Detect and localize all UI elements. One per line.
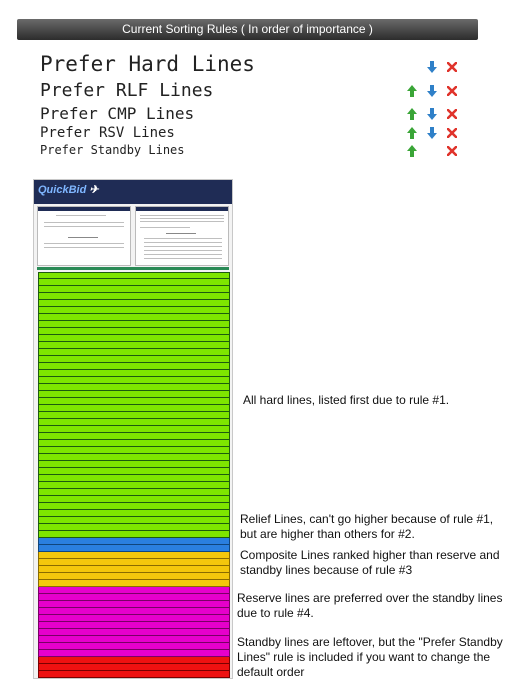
hard-line-row[interactable] [38, 468, 230, 475]
hard-line-row[interactable] [38, 433, 230, 440]
rule-hard-lines: Prefer Hard Lines [40, 52, 255, 76]
rsv-line-row[interactable] [38, 629, 230, 636]
rsv-line-row[interactable] [38, 643, 230, 650]
hard-line-row[interactable] [38, 482, 230, 489]
quickbid-logo: QuickBid ✈ [38, 184, 99, 196]
annotation-standby: Standby lines are leftover, but the "Prefer Standby Lines" rule is included if you want to change the default order [237, 635, 503, 679]
rsv-line-row[interactable] [38, 601, 230, 608]
cmp-line-row[interactable] [38, 566, 230, 573]
delete-icon[interactable] [444, 143, 460, 159]
rule-rlf-lines: Prefer RLF Lines [40, 80, 214, 101]
hard-line-row[interactable] [38, 300, 230, 307]
standby-line-row[interactable] [38, 664, 230, 671]
hard-line-row[interactable] [38, 384, 230, 391]
rsv-line-row[interactable] [38, 636, 230, 643]
cmp-line-row[interactable] [38, 559, 230, 566]
hard-line-row[interactable] [38, 531, 230, 538]
delete-icon[interactable] [444, 83, 460, 99]
rsv-line-row[interactable] [38, 650, 230, 657]
hard-line-row[interactable] [38, 461, 230, 468]
delete-icon[interactable] [444, 59, 460, 75]
hard-line-row[interactable] [38, 405, 230, 412]
standby-line-row[interactable] [38, 678, 230, 679]
cmp-line-row[interactable] [38, 573, 230, 580]
hard-line-row[interactable] [38, 517, 230, 524]
move-up-icon[interactable] [404, 83, 420, 99]
rsv-line-row[interactable] [38, 587, 230, 594]
hard-line-row[interactable] [38, 524, 230, 531]
bid-lines-list [38, 272, 230, 679]
quickbid-panels [37, 206, 229, 266]
rule-hard-actions [404, 59, 464, 75]
hard-line-row[interactable] [38, 391, 230, 398]
move-up-icon[interactable] [404, 106, 420, 122]
annotation-rsv: Reserve lines are preferred over the standby lines due to rule #4. [237, 591, 503, 620]
quickbid-header [34, 180, 232, 204]
hard-line-row[interactable] [38, 356, 230, 363]
quickbid-left-panel [37, 206, 131, 266]
rsv-line-row[interactable] [38, 594, 230, 601]
rule-cmp-lines: Prefer CMP Lines [40, 104, 195, 123]
quickbid-right-panel [135, 206, 229, 266]
rule-rsv-actions [404, 125, 464, 141]
cmp-line-row[interactable] [38, 552, 230, 559]
annotation-hard: All hard lines, listed first due to rule #1. [243, 393, 450, 407]
standby-line-row[interactable] [38, 657, 230, 664]
hard-line-row[interactable] [38, 279, 230, 286]
quickbid-screenshot [33, 179, 233, 679]
rule-standby-actions [404, 143, 464, 159]
hard-line-row[interactable] [38, 349, 230, 356]
hard-line-row[interactable] [38, 426, 230, 433]
move-down-icon[interactable] [424, 125, 440, 141]
hard-line-row[interactable] [38, 363, 230, 370]
relief-line-row[interactable] [38, 538, 230, 545]
rsv-line-row[interactable] [38, 608, 230, 615]
hard-line-row[interactable] [38, 370, 230, 377]
hard-line-row[interactable] [38, 307, 230, 314]
annotation-relief: Relief Lines, can't go higher because of rule #1, but are higher than others for #2. [240, 512, 494, 541]
hard-line-row[interactable] [38, 412, 230, 419]
hard-line-row[interactable] [38, 503, 230, 510]
hard-line-row[interactable] [38, 510, 230, 517]
hard-line-row[interactable] [38, 496, 230, 503]
rule-rlf-actions [404, 83, 464, 99]
hard-line-row[interactable] [38, 454, 230, 461]
hard-line-row[interactable] [38, 328, 230, 335]
annotation-cmp: Composite Lines ranked higher than reserve and standby lines because of rule #3 [240, 548, 500, 577]
rsv-line-row[interactable] [38, 615, 230, 622]
quickbid-tab-strip [37, 267, 229, 270]
hard-line-row[interactable] [38, 440, 230, 447]
hard-line-row[interactable] [38, 286, 230, 293]
standby-line-row[interactable] [38, 671, 230, 678]
move-up-icon[interactable] [404, 125, 420, 141]
hard-line-row[interactable] [38, 475, 230, 482]
hard-line-row[interactable] [38, 272, 230, 279]
hard-line-row[interactable] [38, 293, 230, 300]
rule-cmp-actions [404, 106, 464, 122]
rule-standby-lines: Prefer Standby Lines [40, 143, 185, 157]
rsv-line-row[interactable] [38, 622, 230, 629]
move-down-icon[interactable] [424, 59, 440, 75]
relief-line-row[interactable] [38, 545, 230, 552]
hard-line-row[interactable] [38, 398, 230, 405]
hard-line-row[interactable] [38, 377, 230, 384]
rule-rsv-lines: Prefer RSV Lines [40, 125, 175, 141]
sorting-rules-header: Current Sorting Rules ( In order of importance ) [17, 19, 478, 40]
hard-line-row[interactable] [38, 489, 230, 496]
delete-icon[interactable] [444, 106, 460, 122]
hard-line-row[interactable] [38, 419, 230, 426]
hard-line-row[interactable] [38, 447, 230, 454]
delete-icon[interactable] [444, 125, 460, 141]
hard-line-row[interactable] [38, 314, 230, 321]
move-up-icon[interactable] [404, 143, 420, 159]
cmp-line-row[interactable] [38, 580, 230, 587]
hard-line-row[interactable] [38, 335, 230, 342]
hard-line-row[interactable] [38, 321, 230, 328]
move-down-icon[interactable] [424, 106, 440, 122]
move-down-icon[interactable] [424, 83, 440, 99]
hard-line-row[interactable] [38, 342, 230, 349]
